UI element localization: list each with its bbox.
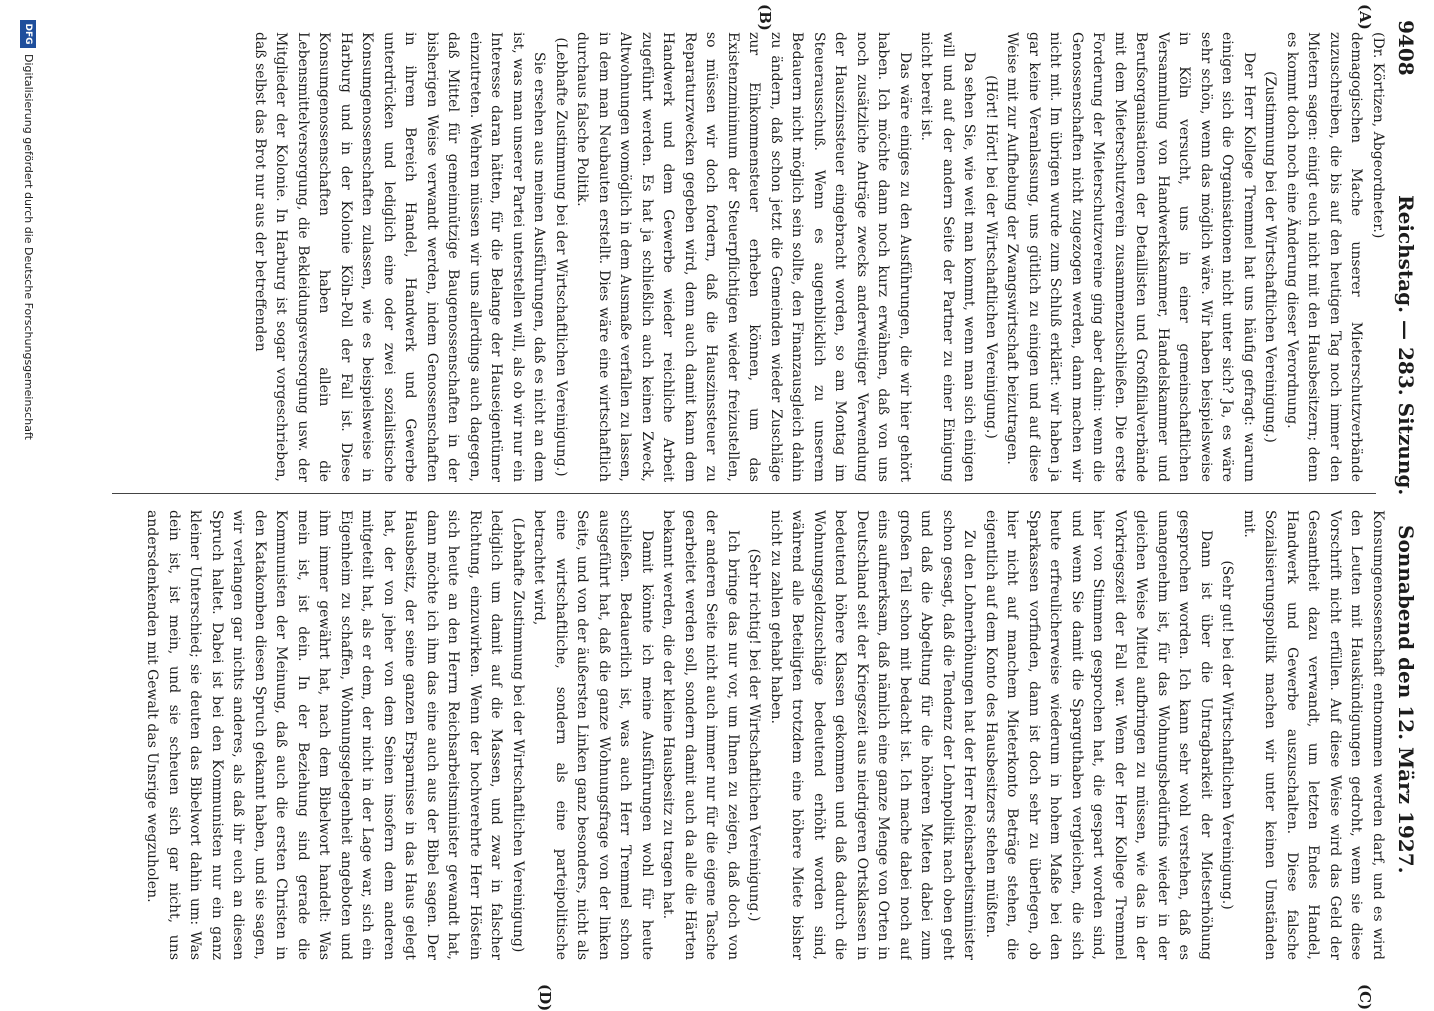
page-footer — [16, 20, 36, 980]
text-column-right — [98, 510, 1388, 960]
interjection-text: (Zustimmung bei der Wirtschaftlichen Vereinigung.) — [1262, 71, 1279, 443]
footer-credit: Digitalisierung gefördert durch die Deutsche Forschungsgemeinschaft — [22, 54, 35, 440]
interjection-text: (Sehr richtig! bei der Wirtschaftlichen Vereinigung.) — [746, 548, 763, 922]
paragraph: Damit könnte ich meine Ausführungen wohl für heute schließen. Bedauerlich ist, was auch Herr Tremmel schon ausgeführt hat, daß die ganze Wohnungsfrage von der linken Seite, und von der äußersten Linken ganz besonders, nicht als eine wirtschaftliche, sondern als eine parteipolitische betrachtet wird, — [531, 510, 655, 960]
column-divider — [112, 493, 1376, 494]
paragraph: lediglich um damit auf die Massen, und zwar in falscher Richtung, einzuwirken. Wenn der hochverehrte Herr Höstein sich heute an den Herrn Reichsarbeitsminister gewandt hat, dann möchte ich ihm das eine auch aus der Bibel sagen. Der Hausbesitz, der seine ganzen Ersparnisse in das Haus gelegt hat, der von jeher von dem Seinen insofern dem anderen mitgeteilt hat, als er dem, der nicht in der Lage war, sich ein Eigenheim zu schaffen, Wohnungsgelegenheit angeboten und ihm immer gewährt hat, nach dem Bibelwort handelt: Was mein ist, ist dein. In der Beziehung sind gerade die Kommunisten der Meinung, daß auch die ersten Christen in den Katakomben diesen Spruch gekannt haben, und sie sagen, wir verlangen gar nichts anderes, als daß ihr euch an diesen Spruch haltet. Dabei ist bei den Kommunisten nur ein ganz kleiner Unterschied; sie deuten das Bibelwort dahin um: Was dein ist, ist mein, und sie scheuen sich gar nicht, uns andersdenkenden mit Gewalt das Unsrige wegzuholen. — [144, 510, 505, 960]
paragraph: Konsumgenossenschaft entnommen werden darf, und es wird den Leuten mit Hauskündigungen gedroht, wenn sie diese Vorschrift nicht erfüllen. Auf diese Weise wird das Geld der Gesamtheit dazu verwandt, um letzten Endes Handel, Handwerk und Gewerbe auszuschalten. Diese falsche Sozialisierungspolitik machen wir unter keinen Umständen mit. — [1241, 510, 1386, 960]
interjection-text: (Sehr gut! bei der Wirtschaftlichen Vereinigung.) — [1219, 560, 1236, 910]
text-column-left — [98, 32, 1388, 482]
paragraph: Zu den Lohnerhöhungen hat der Herr Reichsarbeitsminister schon gesagt, daß die Tendenz der Lohnpolitik nach oben geht und daß die Abgeltung für die höheren Mieten dabei zum großen Teil schon mit bedacht ist. Ich mache dabei noch auf eins aufmerksam, daß nämlich eine ganze Menge von Orten in Deutschland seit der Kriegszeit aus niedrigeren Ortsklassen in bedeutend höhere Klassen gekommen und daß dadurch die Wohnungsgeldzuschläge bedeutend erhöht worden sind, während alle Beteiligten trotzdem eine höhere Miete bisher nicht zu zahlen gehabt haben. — [768, 510, 978, 960]
margin-marker-b: (B) — [756, 4, 774, 31]
page-header — [1388, 20, 1422, 980]
paragraph: (Dr. Körtizen, Abgeordneter.) — [1370, 32, 1386, 239]
paragraph: Sie ersehen aus meinen Ausführungen, daß es nicht an dem ist, was man unserer Partei unterstellen will, als ob wir nur ein Interesse daran hätten, für die Belange der Hauseigentümer einzutreten. Wehren müssen wir uns allerdings auch dagegen, daß Mittel für gemeinnützige Baugenossenschaften in der bisherigen Weise verwandt werden, indem Genossenschaften in ihrem Bereich Handel, Handwerk und Gewerbe unterdrücken und lediglich eine oder zwei sozialistische Konsumgenossenschaften zulassen, wie es beispielsweise in Harburg und in der Kolonie Köln-Poll der Fall ist. Diese Konsumgenossenschaften haben allein die Lebensmittelversorgung, die Bekleidungsversorgung usw. der Mitglieder der Kolonie. In Harburg ist sogar vorgeschrieben, daß selbst das Brot nur aus der betreffenden — [252, 32, 548, 482]
interjection-text: (Lebhafte Zustimmung bei der Wirtschaftlichen Vereinigung) — [510, 517, 526, 953]
page-number: 9408 — [1394, 20, 1418, 76]
header-title: Reichstag. — 283. Sitzung. — [1394, 195, 1418, 496]
dfg-logo: DFG — [20, 20, 36, 48]
margin-marker-d: (D) — [536, 984, 554, 1011]
paragraph: demagogischen Mache unserer Mieterschutzverbände zuzuschreiben, die bis auf den heutigen Tag noch immer den Mietern sagen: einigt euch nicht mit den Hausbesitzern; denn es kommt doch noch eine Änderung dieser Verordnung. — [1284, 32, 1365, 482]
interjection-text: (Lebhafte Zustimmung bei der Wirtschaftlichen Vereinigung.) — [553, 37, 569, 477]
paragraph: Ich bringe das nur vor, um Ihnen zu zeigen, daß doch von der anderen Seite nicht auch immer nur für die eigene Tasche gearbeitet werden soll, sondern damit auch da alle die Härten bekannt werden, die der kleine Hausbesitz zu tragen hat. — [660, 510, 741, 960]
paragraph: Dann ist über die Untragbarkeit der Mietserhöhung gesprochen worden. Ich kann sehr wohl verstehen, daß es unangenehm ist, für das Wohnungsbedürfnis wieder in der gleichen Weise Mittel aufbringen zu müssen, wie das in der Vorkriegszeit der Fall war. Wenn der Herr Kollege Tremmel hier von Stimmen gesprochen hat, die gespart worden sind, und wenn Sie damit die Sparguthaben vergleichen, die sich heute erfreulicherweise wiederum in hohem Maße bei den Sparkassen vorfinden, dann ist doch sehr zu überlegen, ob hier nicht auf manchem Mieterkonto Beträge stehen, die eigentlich auf dem Konto des Hausbesitzers stehen müßten. — [983, 510, 1214, 960]
paragraph: Das wäre einiges zu den Ausführungen, die wir hier gehört haben. Ich möchte dann noch kurz erwähnen, daß von uns noch zusätzliche Anträge zwecks anderweitiger Verwendung der Hauszinssteuer eingebracht worden, so am Montag im Steuerausschuß. Wenn es augenblicklich zu unserem Bedauern nicht möglich sein sollte, den Finanzausgleich dahin zu ändern, daß schon jetzt die Gemeinden wieder Zuschläge zur Einkommensteuer erheben können, um das Existenzminimum der Steuerpflichtigen wieder freizustellen, so müssen wir doch fordern, daß die Hauszinssteuer zu Reparaturzwecken gegeben wird, denn auch damit kann dem Handwerk und dem Gewerbe wieder reichliche Arbeit zugeführt werden. Es hat ja schließlich auch keinen Zweck, Altwohnungen womöglich in dem Ausmaße verfallen zu lassen, in dem man Neubauten erstellt. Dies wäre eine wirtschaftlich durchaus falsche Politik. — [574, 32, 913, 482]
header-date: Sonnabend den 12. März 1927. — [1394, 525, 1418, 874]
interjection-text: (Hört! Hört! bei der Wirtschaftlichen Vereinigung.) — [983, 75, 999, 439]
margin-marker-c: (C) — [1356, 984, 1374, 1011]
paragraph: Der Herr Kollege Tremmel hat uns häufig gefragt: warum einigen sich die Organisationen nicht unter sich? Ja, es wäre sehr schön, wenn das möglich wäre. Wir haben beispielsweise in Köln versucht, uns in einer gemeinschaftlichen Versammlung von Handwerkskammer, Handelskammer und Berufsorganisationen der Detaillisten und Großfilialverbände mit dem Mieterschutzverein zusammenzuschließen. Die erste Forderung der Mieterschutzvereine ging aber dahin: wenn die Genossenschaften nicht zugezogen werden, dann machen wir nicht mit. Im übrigen wurde zum Schluß erklärt: wir haben ja gar keine Veranlassung, uns gütlich zu einigen und auf diese Weise mit zur Aufhebung der Zwangswirtschaft beizutragen. — [1004, 32, 1257, 482]
margin-marker-a: (A) — [1356, 4, 1374, 30]
paragraph: Da sehen Sie, wie weit man kommt, wenn man sich einigen will und auf der andern Seite der Partner zu einer Einigung nicht bereit ist. — [918, 32, 978, 482]
